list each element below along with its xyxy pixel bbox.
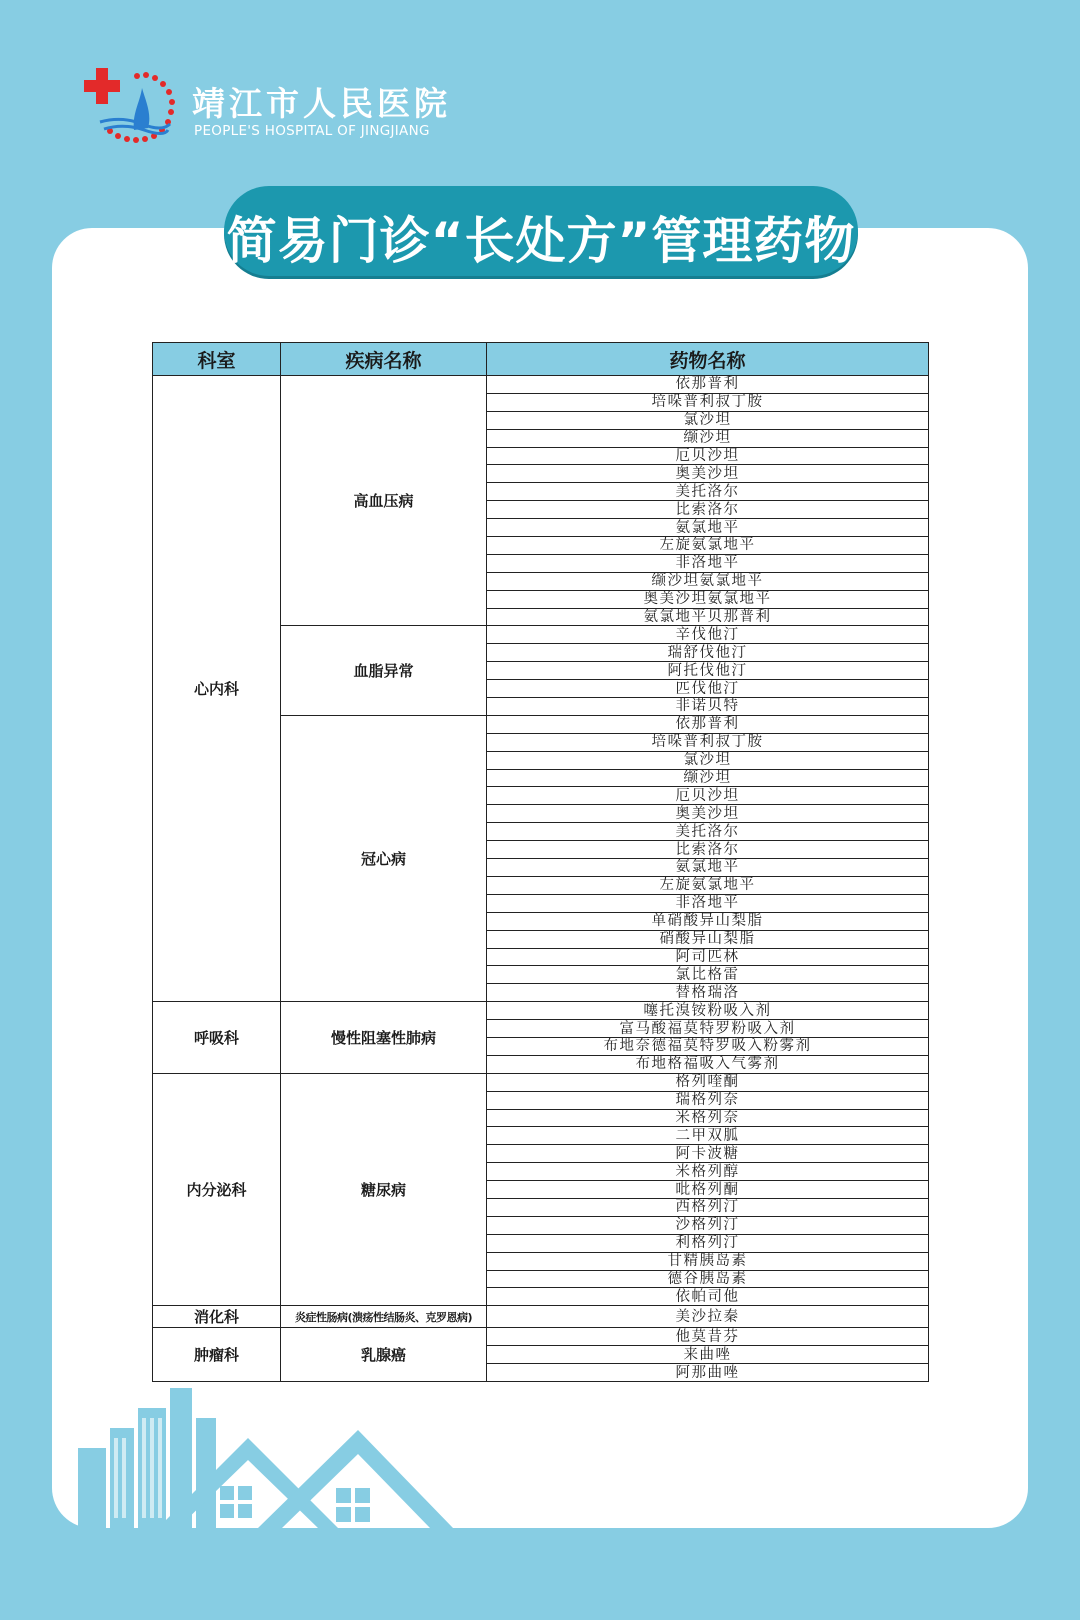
table-row <box>153 376 929 394</box>
drug-cell: 沙格列汀 <box>487 1216 929 1234</box>
drug-cell: 阿那曲唑 <box>487 1364 929 1382</box>
drug-cell: 辛伐他汀 <box>487 626 929 644</box>
table-row <box>153 1328 929 1346</box>
disease-cell: 慢性阻塞性肺病 <box>281 1002 487 1074</box>
drug-cell: 奥美沙坦 <box>487 465 929 483</box>
drug-cell: 硝酸异山梨脂 <box>487 930 929 948</box>
department-cell: 心内科 <box>153 376 281 1002</box>
drug-cell: 布地奈德福莫特罗吸入粉雾剂 <box>487 1037 929 1055</box>
drug-cell: 缬沙坦氨氯地平 <box>487 572 929 590</box>
drug-cell: 吡格列酮 <box>487 1181 929 1199</box>
page-title: 简易门诊“长处方”管理药物 <box>226 212 856 270</box>
drug-cell: 左旋氨氯地平 <box>487 537 929 555</box>
drug-table <box>152 342 929 1382</box>
department-cell: 内分泌科 <box>153 1073 281 1306</box>
drug-cell: 瑞格列奈 <box>487 1091 929 1109</box>
department-cell: 呼吸科 <box>153 1002 281 1074</box>
drug-cell: 奥美沙坦氨氯地平 <box>487 590 929 608</box>
drug-cell: 瑞舒伐他汀 <box>487 644 929 662</box>
drug-cell: 阿司匹林 <box>487 948 929 966</box>
drug-cell: 阿卡波糖 <box>487 1145 929 1163</box>
drug-cell: 氨氯地平 <box>487 859 929 877</box>
drug-cell: 氨氯地平贝那普利 <box>487 608 929 626</box>
drug-cell: 非洛地平 <box>487 894 929 912</box>
header-disease: 疾病名称 <box>281 343 487 376</box>
city-houses-decoration-icon <box>78 1388 453 1528</box>
drug-cell: 依帕司他 <box>487 1288 929 1306</box>
drug-cell: 培哚普利叔丁胺 <box>487 733 929 751</box>
drug-cell: 氯沙坦 <box>487 411 929 429</box>
drug-cell: 非诺贝特 <box>487 698 929 716</box>
drug-cell: 缬沙坦 <box>487 769 929 787</box>
drug-cell: 美托洛尔 <box>487 823 929 841</box>
drug-cell: 比索洛尔 <box>487 501 929 519</box>
drug-cell: 氯沙坦 <box>487 751 929 769</box>
disease-cell: 高血压病 <box>281 376 487 626</box>
drug-cell: 厄贝沙坦 <box>487 787 929 805</box>
disease-cell: 乳腺癌 <box>281 1328 487 1382</box>
drug-cell: 非洛地平 <box>487 554 929 572</box>
drug-cell: 依那普利 <box>487 376 929 394</box>
drug-cell: 甘精胰岛素 <box>487 1252 929 1270</box>
drug-cell: 美托洛尔 <box>487 483 929 501</box>
title-banner <box>224 186 858 276</box>
drug-cell: 二甲双胍 <box>487 1127 929 1145</box>
drug-cell: 米格列醇 <box>487 1163 929 1181</box>
drug-cell: 美沙拉秦 <box>487 1306 929 1328</box>
disease-cell: 糖尿病 <box>281 1073 487 1306</box>
drug-cell: 阿托伐他汀 <box>487 662 929 680</box>
drug-cell: 氨氯地平 <box>487 519 929 537</box>
table-header-row <box>153 343 929 376</box>
drug-cell: 培哚普利叔丁胺 <box>487 393 929 411</box>
drug-cell: 比索洛尔 <box>487 841 929 859</box>
drug-cell: 来曲唑 <box>487 1346 929 1364</box>
disease-cell: 炎症性肠病(溃疡性结肠炎、克罗恩病) <box>281 1306 487 1328</box>
table-body <box>153 376 929 1382</box>
disease-cell: 血脂异常 <box>281 626 487 715</box>
drug-cell: 利格列汀 <box>487 1234 929 1252</box>
drug-cell: 依那普利 <box>487 715 929 733</box>
table-row <box>153 1002 929 1020</box>
drug-cell: 布地格福吸入气雾剂 <box>487 1055 929 1073</box>
hospital-name-cn: 靖江市人民医院 <box>192 84 451 123</box>
drug-cell: 他莫昔芬 <box>487 1328 929 1346</box>
drug-cell: 左旋氨氯地平 <box>487 876 929 894</box>
drug-cell: 替格瑞洛 <box>487 984 929 1002</box>
disease-cell: 冠心病 <box>281 715 487 1001</box>
drug-cell: 厄贝沙坦 <box>487 447 929 465</box>
drug-cell: 噻托溴铵粉吸入剂 <box>487 1002 929 1020</box>
drug-cell: 缬沙坦 <box>487 429 929 447</box>
drug-cell: 米格列奈 <box>487 1109 929 1127</box>
drug-cell: 格列喹酮 <box>487 1073 929 1091</box>
drug-cell: 匹伐他汀 <box>487 680 929 698</box>
table-row <box>153 1306 929 1328</box>
drug-cell: 单硝酸异山梨脂 <box>487 912 929 930</box>
drug-cell: 德谷胰岛素 <box>487 1270 929 1288</box>
drug-cell: 奥美沙坦 <box>487 805 929 823</box>
department-cell: 肿瘤科 <box>153 1328 281 1382</box>
department-cell: 消化科 <box>153 1306 281 1328</box>
drug-cell: 氯比格雷 <box>487 966 929 984</box>
hospital-name-en: PEOPLE'S HOSPITAL OF JINGJIANG <box>194 123 430 139</box>
hospital-cross-logo-icon <box>82 62 177 147</box>
drug-cell: 富马酸福莫特罗粉吸入剂 <box>487 1020 929 1038</box>
header-drug: 药物名称 <box>487 343 929 376</box>
drug-cell: 西格列汀 <box>487 1198 929 1216</box>
table-row <box>153 1073 929 1091</box>
drug-table-container <box>152 342 928 1382</box>
header-department: 科室 <box>153 343 281 376</box>
